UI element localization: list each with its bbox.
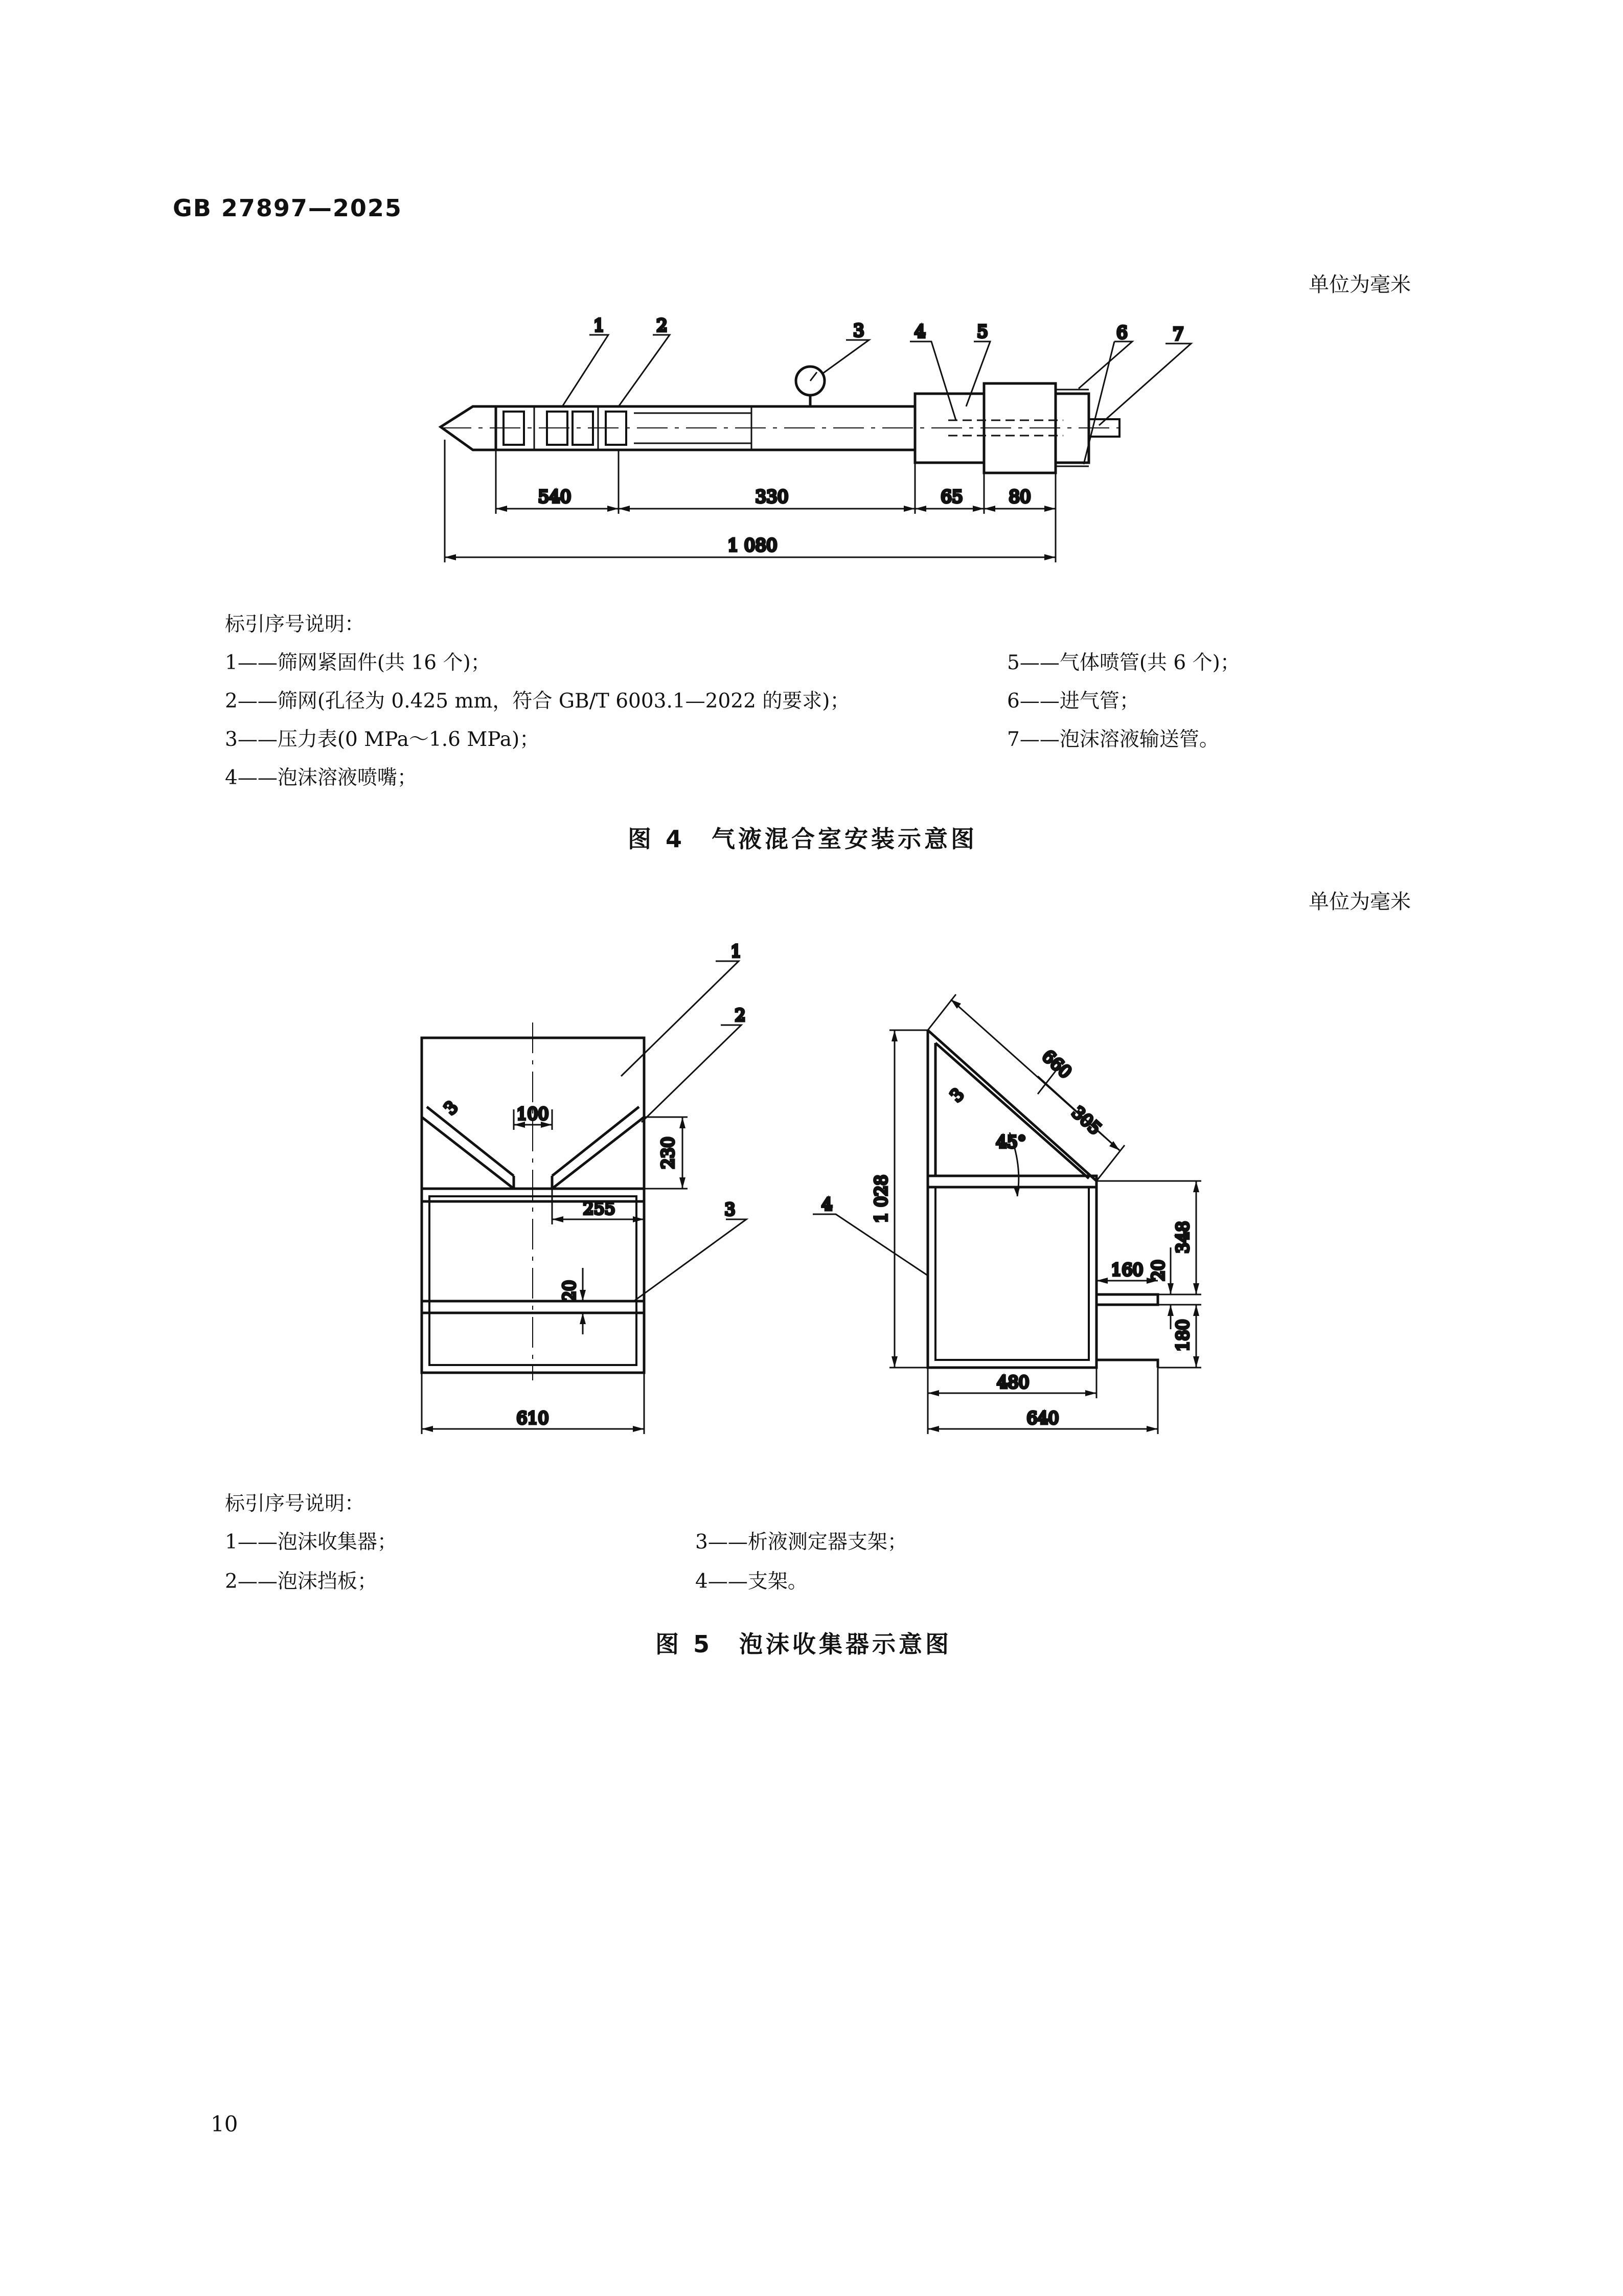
fig4-legend-item-1: 1——筛网紧固件(共 16 个)； [225, 651, 491, 674]
fig5-legend-item-4: 4——支架。 [695, 1570, 808, 1593]
page-number: 10 [211, 2111, 238, 2136]
fig4-legend-item-2: 2——筛网(孔径为 0.425 mm，符合 GB/T 6003.1—2022 的要求)； [225, 690, 850, 713]
fig4-dim-80: 80 [1009, 487, 1031, 507]
fig5-side-dim-480: 480 [997, 1372, 1030, 1392]
fig4-callout-3: 3 [853, 321, 864, 341]
fig5-side-dim-348: 348 [1173, 1221, 1193, 1254]
fig5-callout-1: 1 [730, 941, 742, 961]
fig4-callout-1: 1 [593, 315, 605, 336]
fig5-front-arrowheads [422, 1117, 685, 1432]
document-id: GB 27897—2025 [173, 194, 402, 222]
fig4-callout-2: 2 [656, 315, 668, 336]
fig4-caption: 图 4 气液混合室安装示意图 [628, 825, 978, 853]
fig5-side-dim-305: 305 [1068, 1102, 1106, 1139]
fig5-caption: 图 5 泡沫收集器示意图 [655, 1630, 952, 1658]
fig5-front-dim-3: 3 [440, 1097, 462, 1119]
fig5-callout-3: 3 [724, 1199, 736, 1219]
fig5-unit-note: 单位为毫米 [1309, 890, 1411, 914]
fig5-side-dim-3: 3 [946, 1084, 968, 1106]
fig5-legend-title: 标引序号说明： [225, 1492, 365, 1515]
fig4-callout-6: 6 [1116, 323, 1128, 343]
fig4-dim-330: 330 [755, 487, 789, 507]
fig5-front-dim-610: 610 [516, 1408, 549, 1428]
fig4-legend-item-6: 6——进气管； [1007, 690, 1139, 713]
fig4-legend-title: 标引序号说明： [225, 613, 365, 636]
fig5-side-dim-20: 20 [1148, 1260, 1168, 1281]
fig5-legend-item-3: 3——析液测定器支架； [695, 1531, 907, 1554]
fig4-dim-540: 540 [538, 487, 572, 507]
fig5-side-dim-640: 640 [1026, 1408, 1059, 1428]
fig5-side-dim-660: 660 [1038, 1045, 1076, 1083]
fig5-callout-2: 2 [735, 1005, 746, 1025]
fig5-front-dim-230: 230 [658, 1136, 678, 1169]
fig5-front-dim-100: 100 [516, 1104, 549, 1124]
fig4-unit-note: 单位为毫米 [1309, 273, 1411, 297]
fig4-legend-item-4: 4——泡沫溶液喷嘴； [225, 766, 417, 789]
fig4-dim-65: 65 [941, 487, 963, 507]
fig4-legend-item-3: 3——压力表(0 MPa～1.6 MPa)； [225, 728, 540, 751]
fig5-front-dim-20: 20 [559, 1280, 579, 1302]
fig5-callout-4: 4 [821, 1194, 833, 1214]
fig5-legend-item-1: 1——泡沫收集器； [225, 1531, 397, 1554]
fig4-callout-5: 5 [977, 322, 988, 342]
fig5-side-dim-160: 160 [1111, 1260, 1144, 1280]
fig5-side-dim-45deg: 45° [996, 1132, 1026, 1152]
fig5-side-dim-1028: 1 028 [871, 1174, 891, 1223]
fig4-dim-1080: 1 080 [727, 535, 778, 556]
fig5-legend-item-2: 2——泡沫挡板； [225, 1570, 377, 1593]
fig4-legend-item-7: 7——泡沫溶液输送管。 [1007, 728, 1219, 751]
fig5-front-dimension-lines [422, 961, 746, 1434]
fig4-callout-7: 7 [1173, 324, 1184, 345]
fig5-side-dim-180: 180 [1173, 1319, 1193, 1352]
fig4-callout-4: 4 [915, 322, 926, 342]
fig4-legend-item-5: 5——气体喷管(共 6 个)； [1007, 651, 1240, 674]
fig5-front-dim-255: 255 [583, 1198, 615, 1218]
